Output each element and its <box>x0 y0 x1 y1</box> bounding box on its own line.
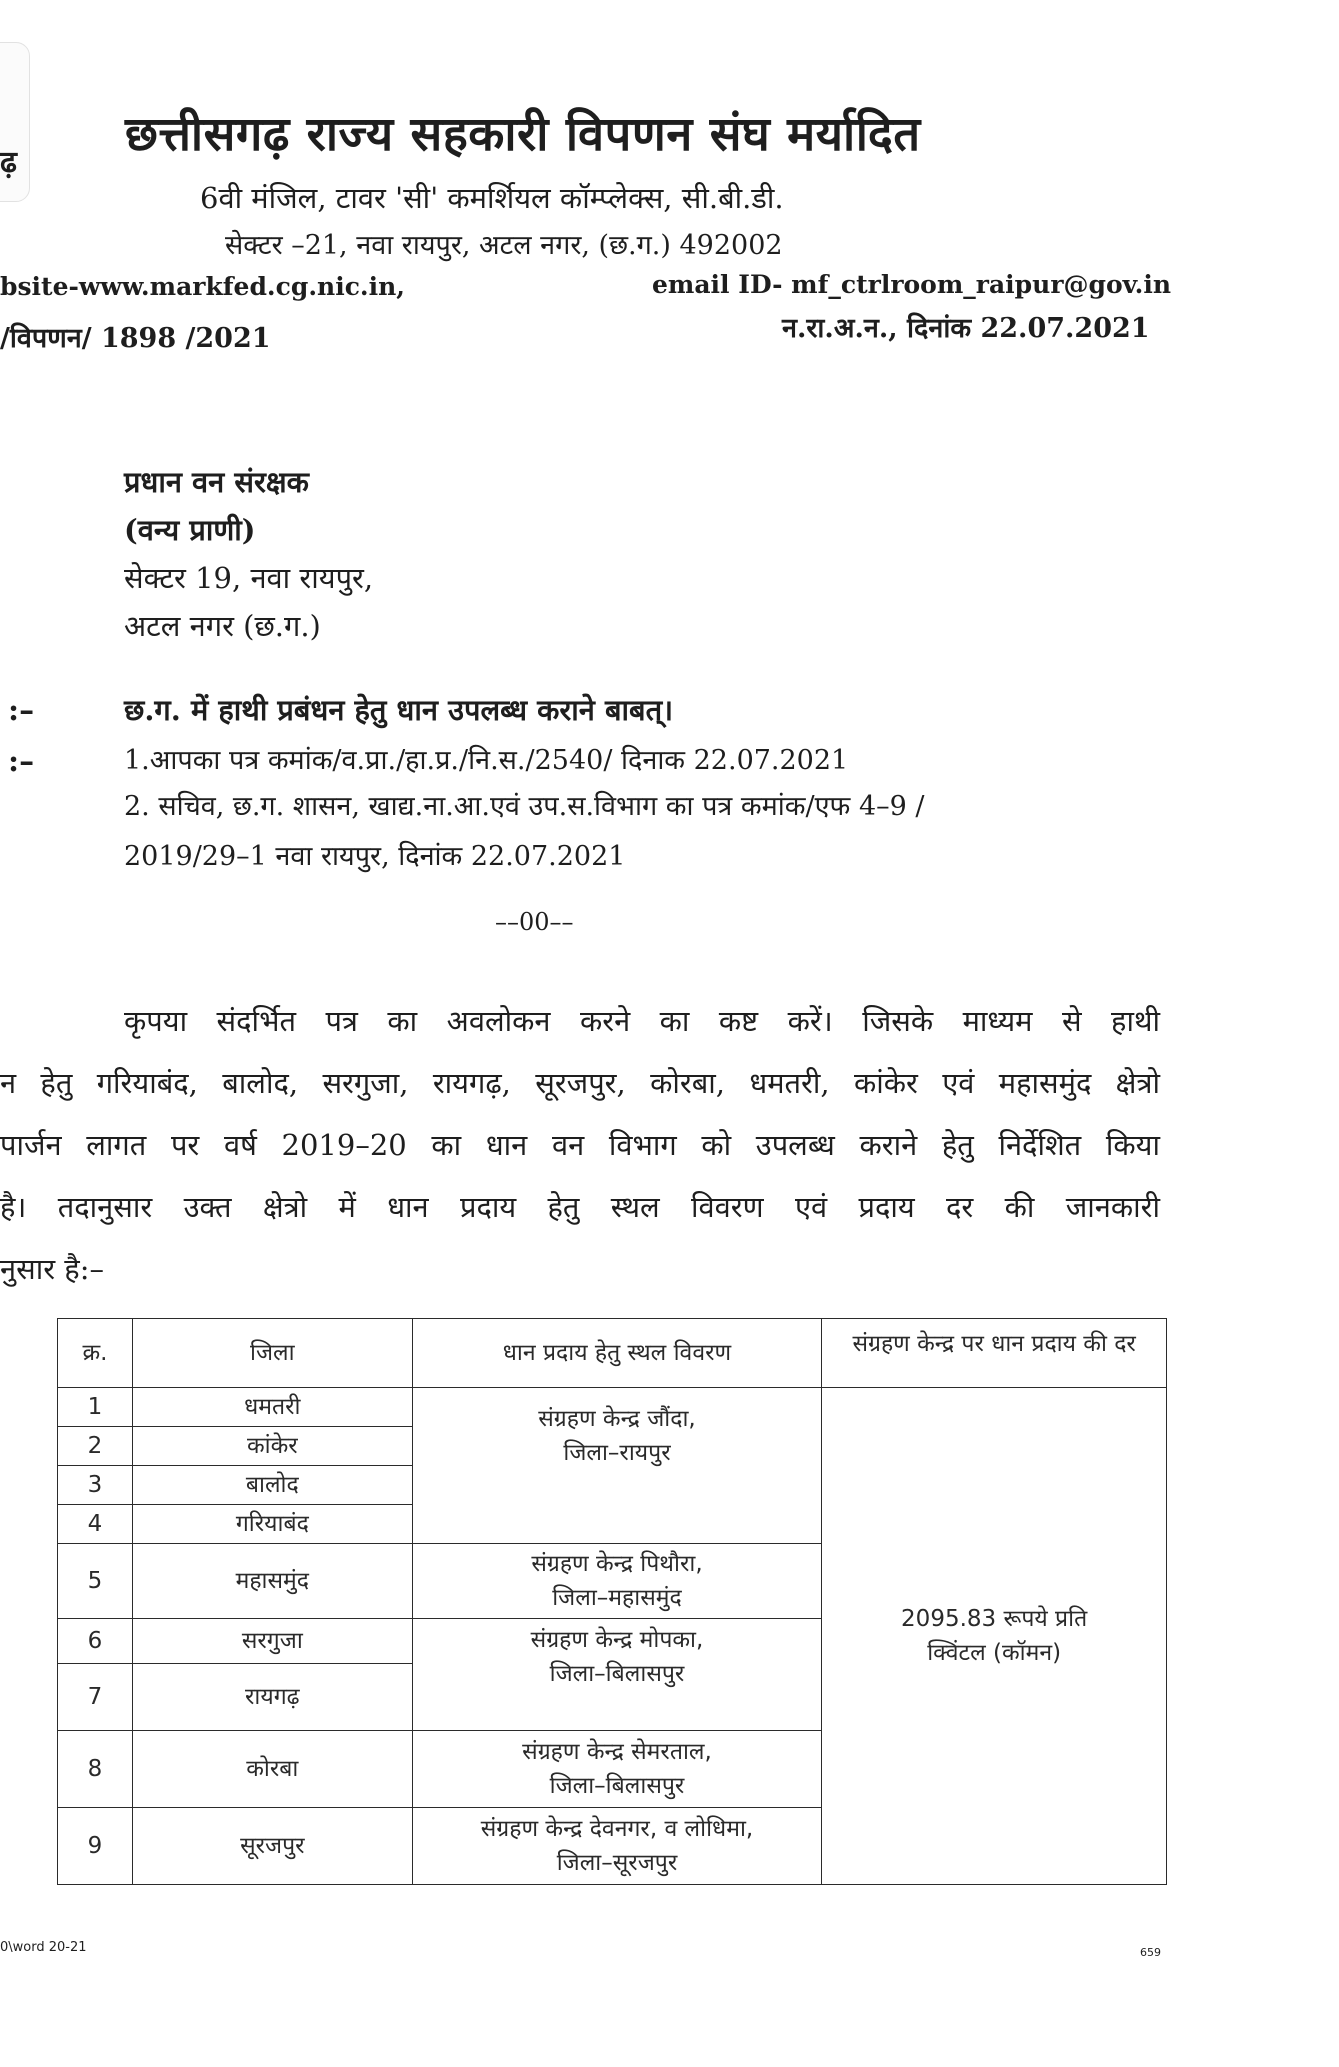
reference-mark: :– <box>8 744 35 779</box>
org-title: छत्तीसगढ़ राज्य सहकारी विपणन संघ मर्यादित <box>125 107 921 162</box>
site-3-line-2: जिला–बिलासपुर <box>549 1661 685 1687</box>
reference-2-line-1: 2. सचिव, छ.ग. शासन, खाद्य.ना.आ.एवं उप.स.विभाग का पत्र कमांक/एफ 4–9 / <box>124 791 925 822</box>
header-sno: क्र. <box>58 1319 133 1388</box>
cell-sno: 5 <box>58 1544 133 1619</box>
cell-site-5 <box>412 1808 822 1885</box>
cell-sno: 1 <box>58 1388 133 1427</box>
cell-site-1 <box>412 1388 822 1544</box>
cell-district: धमतरी <box>132 1388 412 1427</box>
recipient-line-3: सेक्टर 19, नवा रायपुर, <box>124 561 374 595</box>
header-site: धान प्रदाय हेतु स्थल विवरण <box>412 1319 822 1388</box>
table-row <box>58 1388 1167 1427</box>
site-4-line-1: संग्रहण केन्द्र सेमरताल, <box>522 1739 712 1765</box>
distribution-table <box>57 1318 1167 1885</box>
cell-district: रायगढ़ <box>132 1664 412 1731</box>
body-line-3: पार्जन लागत पर वर्ष 2019–20 का धान वन विभाग को उपलब्ध कराने हेतु निर्देशित किया <box>0 1128 1160 1162</box>
cell-district: सूरजपुर <box>132 1808 412 1885</box>
header-district: जिला <box>132 1319 412 1388</box>
cell-sno: 2 <box>58 1427 133 1466</box>
site-5-line-2: जिला–सूरजपुर <box>556 1850 678 1876</box>
recipient-line-4: अटल नगर (छ.ग.) <box>124 609 321 643</box>
cell-district: गरियाबंद <box>132 1505 412 1544</box>
body-line-1: कृपया संदर्भित पत्र का अवलोकन करने का कष्ट करें। जिसके माध्यम से हाथी <box>124 1004 1160 1038</box>
subject-mark: :– <box>8 693 35 728</box>
body-paragraph <box>0 990 1160 1300</box>
letter-date: न.रा.अ.न., दिनांक 22.07.2021 <box>782 313 1150 344</box>
corner-char: ढ़ <box>0 145 17 180</box>
cell-sno: 7 <box>58 1664 133 1731</box>
cell-district: सरगुजा <box>132 1619 412 1664</box>
letter-number: /विपणन/ 1898 /2021 <box>0 323 271 354</box>
address-line-1: 6वी मंजिल, टावर 'सी' कमर्शियल कॉम्प्लेक्स, सी.बी.डी. <box>200 181 784 215</box>
cell-sno: 4 <box>58 1505 133 1544</box>
header-rate: संग्रहण केन्द्र पर धान प्रदाय की दर <box>822 1319 1167 1388</box>
recipient-block <box>124 458 373 650</box>
table-header-row <box>58 1319 1167 1388</box>
site-5-line-1: संग्रहण केन्द्र देवनगर, व लोधिमा, <box>480 1816 754 1842</box>
cell-district: बालोद <box>132 1466 412 1505</box>
reference-2-line-2: 2019/29–1 नवा रायपुर, दिनांक 22.07.2021 <box>124 841 626 872</box>
site-2-line-2: जिला–महासमुंद <box>552 1585 682 1611</box>
body-line-5: नुसार है:– <box>0 1252 104 1286</box>
rate-line-2: क्विंटल (कॉमन) <box>927 1640 1062 1666</box>
body-line-4: है। तदानुसार उक्त क्षेत्रो में धान प्रदाय हेतु स्थल विवरण एवं प्रदाय दर की जानकारी <box>0 1190 1160 1224</box>
site-1-line-2: जिला–रायपुर <box>563 1440 671 1466</box>
section-divider: ––00–– <box>495 908 574 936</box>
footer-file-path: 0\word 20-21 <box>0 1940 87 1955</box>
recipient-line-2: (वन्य प्राणी) <box>124 513 256 547</box>
site-4-line-2: जिला–बिलासपुर <box>549 1773 685 1799</box>
site-3-line-1: संग्रहण केन्द्र मोपका, <box>530 1627 704 1653</box>
website: bsite-www.markfed.cg.nic.in, <box>0 272 406 301</box>
cell-district: महासमुंद <box>132 1544 412 1619</box>
email: email ID- mf_ctrlroom_raipur@gov.in <box>652 270 1172 299</box>
cell-site-2 <box>412 1544 822 1619</box>
recipient-line-1: प्रधान वन संरक्षक <box>124 465 309 499</box>
footer-page-code: 659 <box>1140 1946 1161 1959</box>
cell-sno: 8 <box>58 1731 133 1808</box>
cell-sno: 9 <box>58 1808 133 1885</box>
rate-line-1: 2095.83 रूपये प्रति <box>901 1606 1088 1632</box>
cell-site-3 <box>412 1619 822 1731</box>
site-1-line-1: संग्रहण केन्द्र जौंदा, <box>538 1406 696 1432</box>
cell-district: कोरबा <box>132 1731 412 1808</box>
address-line-2: सेक्टर –21, नवा रायपुर, अटल नगर, (छ.ग.) 492002 <box>225 230 783 261</box>
cell-sno: 6 <box>58 1619 133 1664</box>
cell-district: कांकेर <box>132 1427 412 1466</box>
cell-rate <box>822 1388 1167 1885</box>
reference-1: 1.आपका पत्र कमांक/व.प्रा./हा.प्र./नि.स./2540/ दिनाक 22.07.2021 <box>124 745 849 776</box>
cell-site-4 <box>412 1731 822 1808</box>
cell-sno: 3 <box>58 1466 133 1505</box>
site-2-line-1: संग्रहण केन्द्र पिथौरा, <box>531 1551 703 1577</box>
subject-text: छ.ग. में हाथी प्रबंधन हेतु धान उपलब्ध कराने बाबत्। <box>124 693 674 727</box>
body-line-2: न हेतु गरियाबंद, बालोद, सरगुजा, रायगढ़, सूरजपुर, कोरबा, धमतरी, कांकेर एवं महासमुंद क्षेत्रो <box>0 1066 1160 1100</box>
